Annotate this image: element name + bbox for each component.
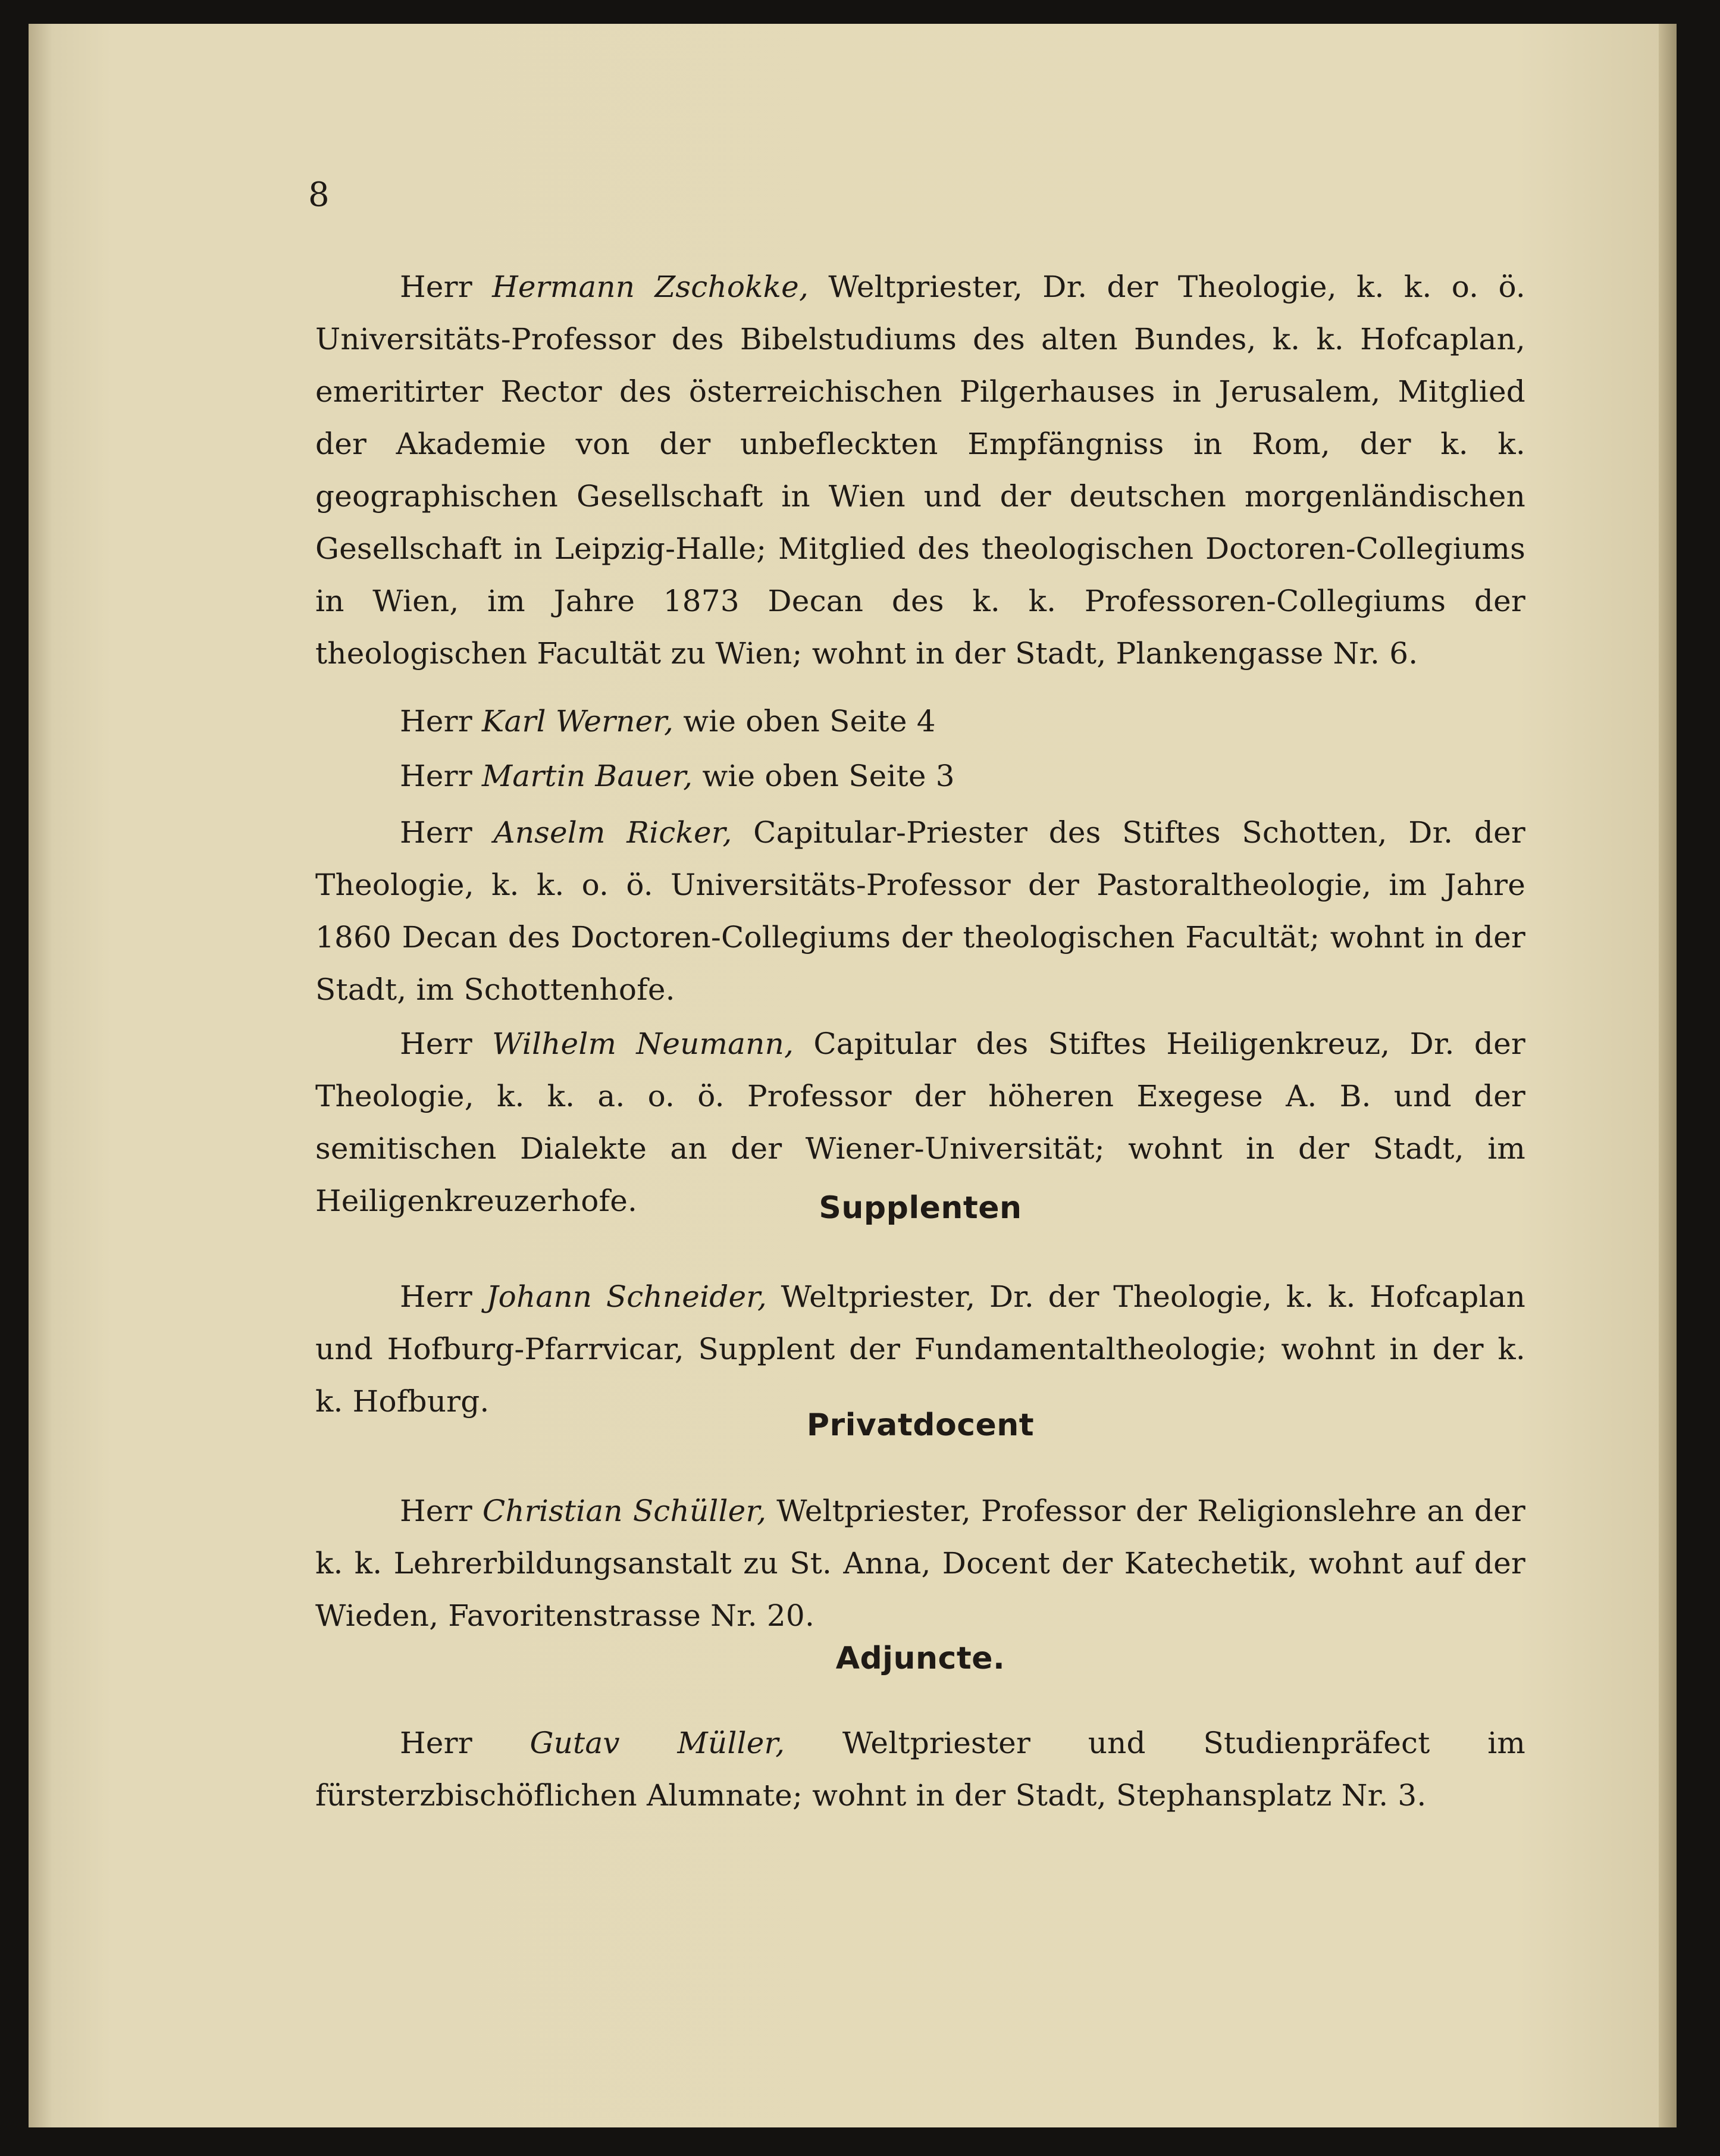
entry-werner <box>315 695 1525 747</box>
entry-ricker <box>315 806 1525 1016</box>
person-name: Christian Schüller, <box>482 1494 767 1528</box>
entry-prefix: Herr <box>400 270 472 304</box>
person-name: Johann Schneider, <box>486 1279 767 1314</box>
entry-prefix: Herr <box>400 759 472 793</box>
entry-text: Weltpriester, Dr. der Theologie, k. k. Hofcaplan und Hofburg-Pfarrvicar, Supplent der Fundamentaltheologie; wohnt in der k. k. Hofburg. <box>315 1279 1526 1419</box>
entry-bauer <box>315 750 1525 802</box>
entry-text: Weltpriester, Dr. der Theologie, k. k. o. ö. Universitäts-Professor des Bibelstudiums des alten Bundes, k. k. Hofcaplan, emeritirter Rector des österreichischen Pilgerhauses in Jerusalem, Mitglied der Akademie von der unbefleckten Empfängniss in Rom, der k. k. geographischen Gesellschaft in Wien und der deutschen morgenländischen Gesellschaft in Leipzig-Halle; Mitglied des theologischen Doctoren-Collegiums in Wien, im Jahre 1873 Decan des k. k. Professoren-Collegiums der theologischen Facultät zu Wien; wohnt in der Stadt, Plankengasse Nr. 6. <box>315 270 1526 671</box>
heading-supplenten: Supplenten <box>819 1190 1022 1226</box>
person-name: Wilhelm Neumann, <box>492 1027 794 1061</box>
entry-prefix: Herr <box>400 1494 472 1528</box>
entry-text: wie oben Seite 4 <box>683 704 936 739</box>
entry-prefix: Herr <box>400 1726 472 1760</box>
person-name: Martin Bauer, <box>481 759 693 793</box>
entry-prefix: Herr <box>400 815 472 850</box>
entry-zschokke <box>315 261 1525 680</box>
entry-prefix: Herr <box>400 1027 472 1061</box>
entry-prefix: Herr <box>400 704 472 739</box>
page-number: 8 <box>308 176 330 214</box>
person-name: Gutav Müller, <box>530 1726 785 1760</box>
heading-adjuncte: Adjuncte. <box>835 1641 1005 1676</box>
page-spine-edge <box>1659 24 1677 2127</box>
entry-text: Capitular des Stiftes Heiligenkreuz, Dr. der Theologie, k. k. a. o. ö. Professor der höheren Exegese A. B. und der semitischen Dialekte an der Wiener-Universität; wohnt in der Stadt, im Heiligenkreuzerhofe. <box>315 1027 1526 1218</box>
entry-mueller <box>315 1717 1525 1822</box>
person-name: Karl Werner, <box>481 704 674 739</box>
person-name: Anselm Ricker, <box>493 815 732 850</box>
person-name: Hermann Zschokke, <box>492 270 809 304</box>
heading-privatdocent: Privatdocent <box>806 1407 1035 1443</box>
entry-text: Weltpriester und Studienpräfect im fürsterzbischöflichen Alumnate; wohnt in der Stadt, Stephansplatz Nr. 3. <box>315 1726 1526 1813</box>
paper-page <box>29 24 1677 2127</box>
entry-text: wie oben Seite 3 <box>702 759 955 793</box>
entry-text: Capitular-Priester des Stiftes Schotten, Dr. der Theologie, k. k. o. ö. Universitäts-Professor der Pastoraltheologie, im Jahre 1860 Decan des Doctoren-Collegiums der theologischen Facultät; wohnt in der Stadt, im Schottenhofe. <box>315 815 1526 1007</box>
entry-schueller <box>315 1485 1525 1642</box>
entry-prefix: Herr <box>400 1279 472 1314</box>
entry-text: Weltpriester, Professor der Religionslehre an der k. k. Lehrerbildungsanstalt zu St. Anna, Docent der Katechetik, wohnt auf der Wieden, Favoritenstrasse Nr. 20. <box>315 1494 1525 1633</box>
